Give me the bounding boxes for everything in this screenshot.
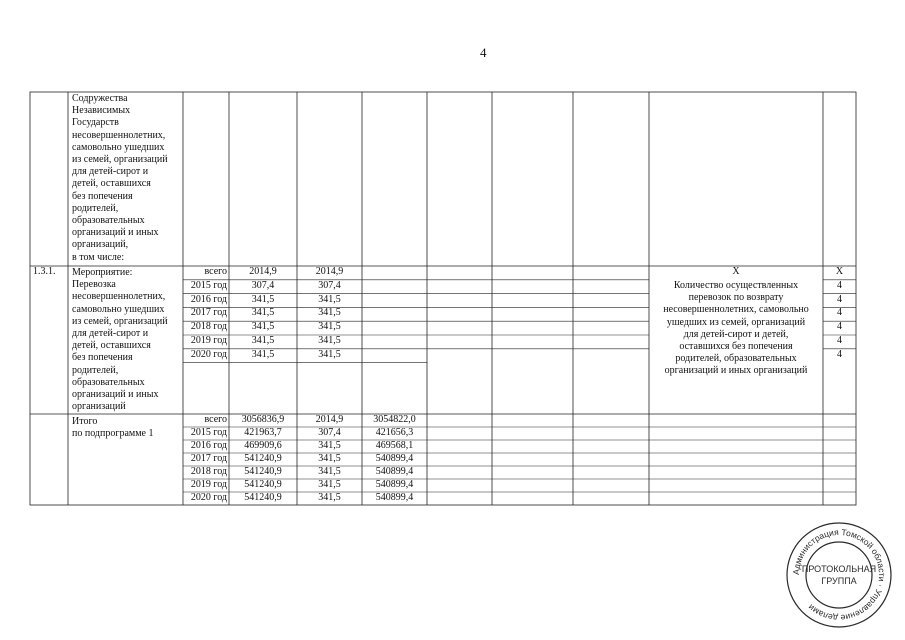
measure-number: 1.3.1. (33, 266, 56, 277)
indicator-line: организаций и иных организаций (664, 365, 808, 377)
indicator-value: 4 (837, 348, 842, 360)
total-amount: 421963,7 (244, 427, 282, 438)
description-line: из семей, организаций (72, 154, 168, 165)
federal-amount: 341,5 (318, 293, 341, 305)
indicator-value: 4 (837, 293, 842, 305)
description-line: в том числе: (72, 251, 125, 263)
total-amount: 469909,6 (244, 440, 282, 451)
description-line: без попечения (72, 352, 133, 364)
period-label: 2017 год (190, 307, 227, 319)
federal-amount: 341,5 (318, 348, 341, 360)
total-amount: 341,5 (251, 307, 275, 319)
federal-amount: 2014,9 (315, 266, 344, 277)
description-line: образовательных (72, 376, 145, 388)
description-line: образовательных (72, 215, 145, 226)
indicator-line: перевозок по возврату (688, 292, 784, 304)
description-line: детей, оставшихся (72, 340, 151, 352)
total-label-line: по подпрограмме 1 (72, 428, 154, 440)
federal-amount: 341,5 (318, 335, 341, 346)
total-amount: 341,5 (251, 293, 275, 305)
federal-amount: 341,5 (318, 479, 341, 490)
federal-amount: 2014,9 (315, 414, 344, 425)
period-label: 2018 год (190, 321, 227, 333)
indicator-line: для детей-сирот и детей, (683, 328, 789, 340)
period-label: 2016 год (190, 293, 227, 305)
federal-amount: 341,5 (318, 466, 341, 477)
description-line: несовершеннолетних, (72, 291, 166, 303)
regional-amount: 469568,1 (375, 440, 414, 451)
indicator-value: 4 (837, 321, 842, 333)
regional-amount: 540899,4 (375, 453, 414, 464)
description-line: Мероприятие: (72, 267, 133, 278)
federal-amount: 341,5 (318, 440, 341, 451)
period-label: 2017 год (190, 453, 227, 464)
period-label: 2020 год (190, 492, 227, 503)
total-label-line: Итого (72, 416, 98, 427)
description-line: несовершеннолетних, (72, 129, 166, 141)
total-amount: 3056836,9 (241, 414, 285, 425)
period-label: 2018 год (190, 466, 227, 477)
federal-amount: 341,5 (318, 492, 341, 503)
description-line: Независимых (72, 105, 131, 117)
description-line: для детей-сирот и (72, 328, 149, 339)
description-line: Государств (72, 117, 119, 129)
description-line: Содружества (72, 93, 128, 104)
description-line: организаций и иных (72, 389, 159, 400)
period-label: 2019 год (190, 335, 227, 346)
indicator-line: Количество осуществленных (673, 280, 799, 291)
regional-amount: 540899,4 (375, 479, 414, 490)
federal-amount: 341,5 (318, 307, 341, 319)
description-line: детей, оставшихся (72, 178, 151, 190)
period-label: 2015 год (190, 279, 227, 291)
total-amount: 541240,9 (244, 466, 282, 477)
total-amount: 541240,9 (244, 453, 282, 464)
stamp-center-line-2: ГРУППА (821, 576, 857, 586)
indicator-value: Х (835, 266, 844, 277)
period-label: 2015 год (190, 427, 227, 438)
protocol-group-stamp (784, 520, 894, 630)
regional-amount: 3054822,0 (373, 414, 416, 425)
period-label: 2019 год (190, 479, 227, 490)
total-amount: 541240,9 (244, 492, 282, 503)
description-line: Перевозка (72, 279, 116, 291)
description-line: из семей, организаций (72, 315, 168, 327)
period-label: 2016 год (190, 440, 227, 451)
total-amount: 307,4 (251, 279, 275, 291)
description-line: организаций (72, 401, 126, 413)
federal-amount: 307,4 (318, 279, 341, 291)
description-line: для детей-сирот и (72, 166, 149, 178)
total-amount: 2014,9 (249, 266, 277, 277)
page-number: 4 (480, 45, 487, 60)
indicator-line: родителей, образовательных (675, 353, 797, 365)
period-label: 2020 год (190, 348, 227, 360)
description-line: родителей, (72, 364, 119, 376)
regional-amount: 540899,4 (375, 492, 414, 503)
indicator-line: несовершеннолетних, самовольно (663, 304, 809, 316)
description-line: без попечения (72, 190, 133, 202)
indicator-value: 4 (837, 279, 842, 291)
indicator-value: 4 (837, 335, 842, 346)
period-label: всего (204, 414, 227, 425)
measure-indicator-header: Х (732, 266, 740, 277)
description-line: родителей, (72, 202, 119, 214)
total-amount: 341,5 (251, 348, 275, 360)
regional-amount: 421656,3 (375, 427, 414, 438)
total-amount: 341,5 (251, 335, 275, 346)
indicator-value: 4 (837, 307, 842, 319)
description-line: самовольно ушедших (72, 303, 165, 315)
period-label: всего (204, 266, 227, 277)
description-line: самовольно ушедших (72, 141, 165, 153)
indicator-line: ушедших из семей, организаций (666, 316, 806, 328)
stamp-ring-text: Администрация Томской области · Управление делами (790, 526, 888, 624)
total-amount: 341,5 (251, 321, 275, 333)
description-line: организаций, (72, 239, 129, 251)
regional-amount: 540899,4 (375, 466, 414, 477)
total-amount: 541240,9 (244, 479, 282, 490)
description-line: организаций и иных (72, 227, 159, 239)
indicator-line: оставшихся без попечения (679, 341, 793, 352)
federal-amount: 341,5 (318, 453, 341, 464)
federal-amount: 307,4 (318, 427, 341, 438)
federal-amount: 341,5 (318, 321, 341, 333)
stamp-center-line-1: ПРОТОКОЛЬНАЯ (801, 564, 877, 574)
